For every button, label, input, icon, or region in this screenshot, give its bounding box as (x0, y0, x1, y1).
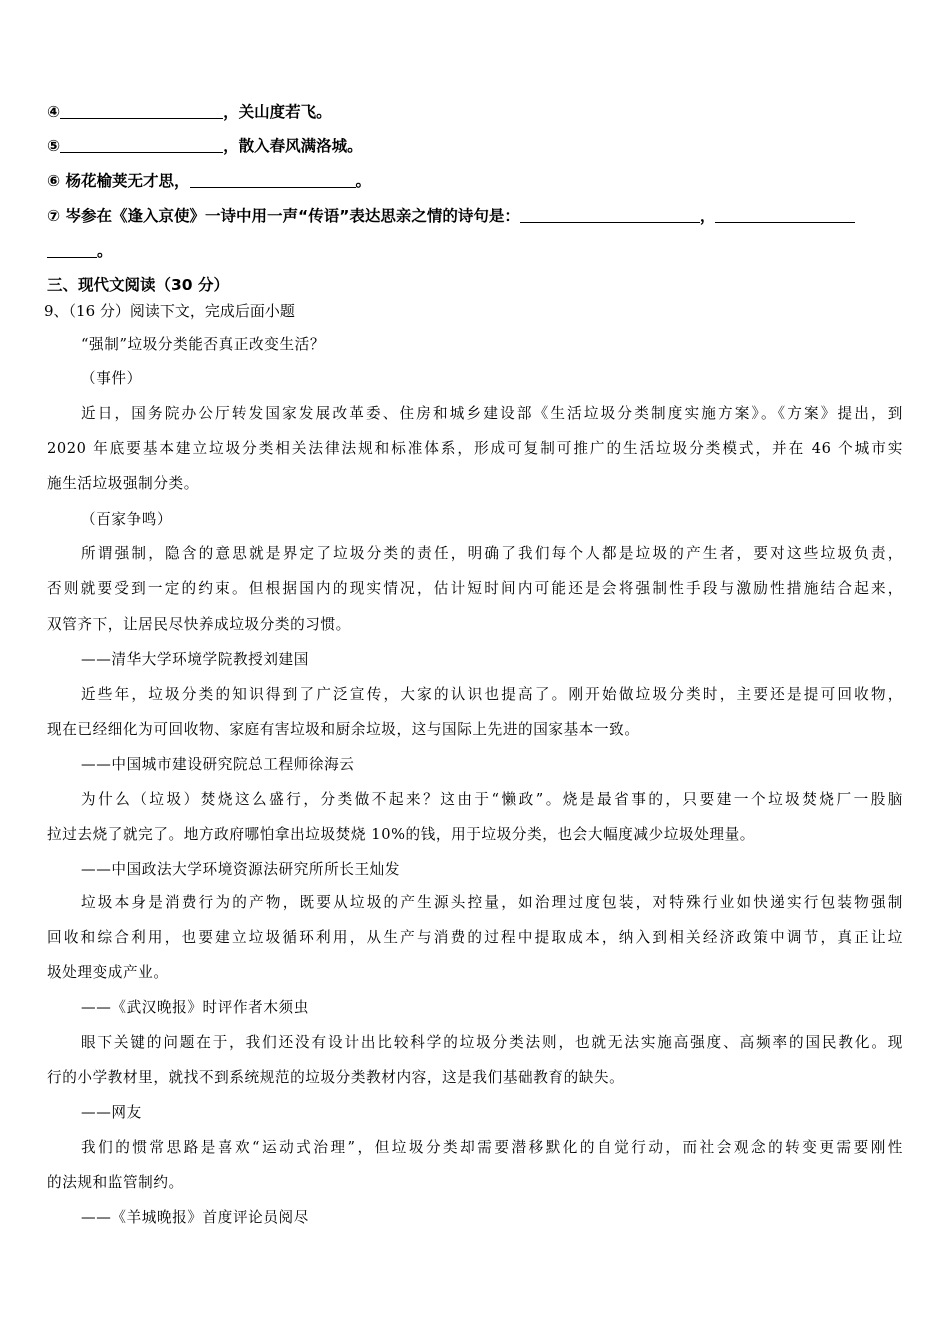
section-title: 三、现代文阅读（30 分） (47, 276, 229, 294)
opinion-5-line-2: 行的小学教材里，就找不到系统规范的垃圾分类教材内容，这是我们基础教育的缺失。 (47, 1069, 625, 1086)
event-line-2: 2020 年底要基本建立垃圾分类相关法律法规和标准体系，形成可复制可推广的生活垃圾分类模式，并在 46 个城市实 (47, 440, 903, 457)
item-number: ⑤ (47, 137, 61, 155)
opinion-6-line-2: 的法规和监管制约。 (47, 1174, 184, 1191)
event-line-3: 施生活垃圾强制分类。 (47, 475, 199, 492)
opinion-4-source: ——《武汉晚报》时评作者木须虫 (81, 999, 309, 1016)
opinion-2-line-2: 现在已经细化为可回收物、家庭有害垃圾和厨余垃圾，这与国际上先进的国家基本一致。 (47, 721, 640, 738)
verse-text: ，关山度若飞。 (223, 103, 332, 121)
answer-blank[interactable] (715, 206, 855, 223)
answer-blank[interactable] (60, 102, 223, 119)
answer-blank[interactable] (47, 241, 97, 258)
verse-text: ，散入春风满洛城。 (223, 137, 363, 155)
opinion-1-line-2: 否则就要受到一定的约束。但根据国内的现实情况，估计短时间内可能还是会将强制性手段与激励性措施结合起来， (47, 580, 903, 597)
verse-end: 。 (97, 242, 113, 260)
opinion-5-line-1: 眼下关键的问题在于，我们还没有设计出比较科学的垃圾分类法则，也就无法实施高强度、高频率的国民教化。现 (81, 1034, 903, 1051)
separator: ， (699, 207, 716, 225)
article-title: “强制”垃圾分类能否真正改变生活？ (81, 336, 326, 353)
event-label: （事件） (81, 370, 142, 387)
opinion-1-line-1: 所谓强制，隐含的意思就是界定了垃圾分类的责任，明确了我们每个人都是垃圾的产生者，要对这些垃圾负责， (81, 545, 903, 562)
opinion-3-source: ——中国政法大学环境资源法研究所所长王灿发 (81, 861, 401, 878)
opinion-5-source: ——网友 (81, 1104, 142, 1121)
opinion-3-line-2: 拉过去烧了就完了。地方政府哪怕拿出垃圾焚烧 10%的钱，用于垃圾分类，也会大幅度减少垃圾处理量。 (47, 826, 756, 843)
fill-blank-7-continued (47, 240, 113, 262)
verse-end: 。 (355, 172, 372, 190)
fill-blank-4 (47, 101, 332, 123)
answer-blank[interactable] (520, 206, 700, 223)
answer-blank[interactable] (190, 171, 356, 188)
debate-label: （百家争鸣） (81, 511, 173, 528)
verse-text: ⑥ 杨花榆荚无才思， (47, 172, 190, 190)
opinion-6-source: ——《羊城晚报》首度评论员阅尽 (81, 1209, 309, 1226)
fill-blank-6 (47, 170, 371, 192)
opinion-4-line-3: 圾处理变成产业。 (47, 964, 169, 981)
opinion-6-line-1: 我们的惯常思路是喜欢“运动式治理”，但垃圾分类却需要潜移默化的自觉行动，而社会观念的转变更需要刚性 (81, 1139, 903, 1156)
event-line-1: 近日，国务院办公厅转发国家发展改革委、住房和城乡建设部《生活垃圾分类制度实施方案》。《方案》提出，到 (81, 405, 903, 422)
item-number: ④ (47, 103, 61, 121)
opinion-1-line-3: 双管齐下，让居民尽快养成垃圾分类的习惯。 (47, 616, 351, 633)
opinion-4-line-2: 回收和综合利用，也要建立垃圾循环利用，从生产与消费的过程中提取成本，纳入到相关经济政策中调节，真正让垃 (47, 929, 903, 946)
opinion-3-line-1: 为什么（垃圾）焚烧这么盛行，分类做不起来？这由于“懒政”。烧是最省事的，只要建一个垃圾焚烧厂一股脑 (81, 791, 903, 808)
question-text: ⑦ 岑参在《逢入京使》一诗中用一声“传语”表达思亲之情的诗句是： (47, 207, 520, 225)
opinion-2-line-1: 近些年，垃圾分类的知识得到了广泛宣传，大家的认识也提高了。刚开始做垃圾分类时，主要还是提可回收物， (81, 686, 903, 703)
answer-blank[interactable] (60, 136, 223, 153)
opinion-2-source: ——中国城市建设研究院总工程师徐海云 (81, 756, 355, 773)
fill-blank-7 (47, 205, 855, 227)
question-prompt: 9、（16 分）阅读下文，完成后面小题 (44, 302, 295, 320)
fill-blank-5 (47, 135, 363, 157)
opinion-1-source: ——清华大学环境学院教授刘建国 (81, 651, 309, 668)
opinion-4-line-1: 垃圾本身是消费行为的产物，既要从垃圾的产生源头控量，如治理过度包装，对特殊行业如快递实行包装物强制 (81, 894, 903, 911)
